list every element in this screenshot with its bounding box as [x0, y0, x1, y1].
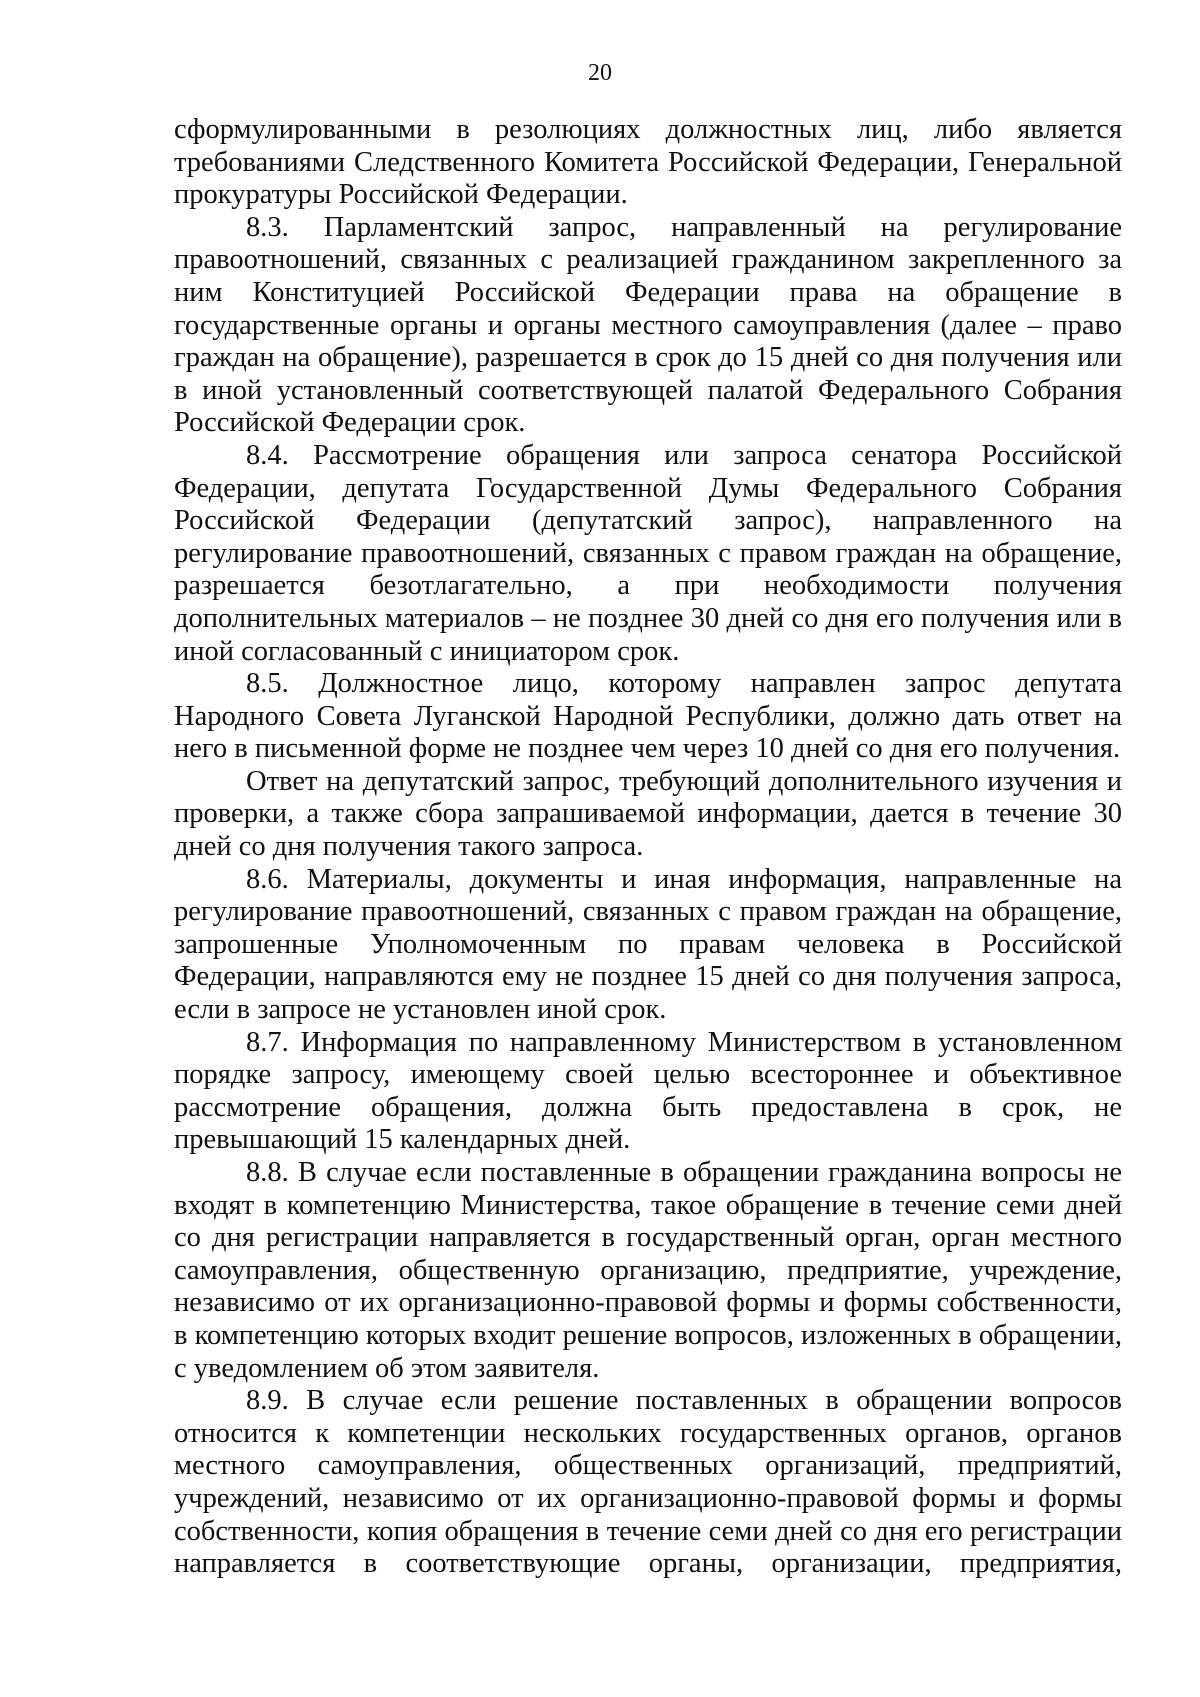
paragraph-8-8: 8.8. В случае если поставленные в обращении гражданина вопросы не входят в компетенцию Министерства, такое обращение в течение семи дней со дня регистрации направляется в государственный орган, орган местного самоуправления, общественную организацию, предприятие, учреждение, независимо от их организационно-правовой формы и формы собственности, в компетенцию которых входит решение вопросов, изложенных в обращении, с уведомлением об этом заявителя.	[174, 1157, 1122, 1384]
paragraph-8-5: 8.5. Должностное лицо, которому направлен запрос депутата Народного Совета Луганской Народной Республики, должно дать ответ на него в письменной форме не позднее чем через 10 дней со дня его получения.	[174, 668, 1122, 765]
page-number: 20	[588, 60, 612, 86]
paragraph-continuation: сформулированными в резолюциях должностных лиц, либо является требованиями Следственного Комитета Российской Федерации, Генеральной прокуратуры Российской Федерации.	[174, 114, 1122, 211]
paragraph-8-9: 8.9. В случае если решение поставленных в обращении вопросов относится к компетенции нескольких государственных органов, органов местного самоуправления, общественных организаций, предприятий, учреждений, независимо от их организационно-правовой формы и формы собственности, копия обращения в течение семи дней со дня его регистрации направляется в соответствующие органы, организации, предприятия,	[174, 1385, 1122, 1580]
paragraph-8-3: 8.3. Парламентский запрос, направленный на регулирование правоотношений, связанных с реализацией гражданином закрепленного за ним Конституцией Российской Федерации права на обращение в государственные органы и органы местного самоуправления (далее – право граждан на обращение), разрешается в срок до 15 дней со дня получения или в иной установленный соответствующей палатой Федерального Собрания Российской Федерации срок.	[174, 211, 1122, 439]
paragraph-8-7: 8.7. Информация по направленному Министерством в установленном порядке запросу, имеющему своей целью всестороннее и объективное рассмотрение обращения, должна быть предоставлена в срок, не превышающий 15 календарных дней.	[174, 1026, 1122, 1156]
document-body	[174, 114, 1122, 1581]
paragraph-8-6: 8.6. Материалы, документы и иная информация, направленные на регулирование правоотношений, связанных с правом граждан на обращение, запрошенные Уполномоченным по правам человека в Российской Федерации, направляются ему не позднее 15 дней со дня получения запроса, если в запросе не установлен иной срок.	[174, 863, 1122, 1026]
paragraph-8-4: 8.4. Рассмотрение обращения или запроса сенатора Российской Федерации, депутата Государственной Думы Федерального Собрания Российской Федерации (депутатский запрос), направленного на регулирование правоотношений, связанных с правом граждан на обращение, разрешается безотлагательно, а при необходимости получения дополнительных материалов – не позднее 30 дней со дня его получения или в иной согласованный с инициатором срок.	[174, 439, 1122, 667]
paragraph-8-5-reply: Ответ на депутатский запрос, требующий дополнительного изучения и проверки, а также сбора запрашиваемой информации, дается в течение 30 дней со дня получения такого запроса.	[174, 765, 1122, 863]
